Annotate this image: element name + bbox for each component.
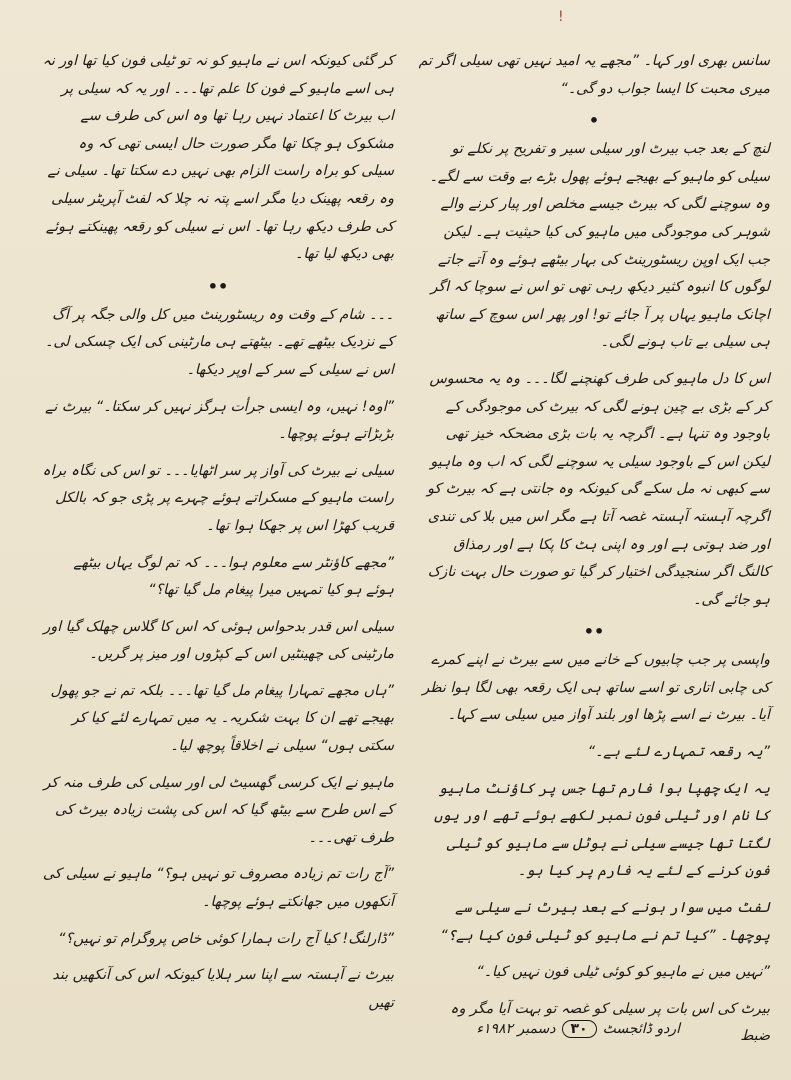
paragraph: ”مجھے کاؤنٹر سے معلوم ہوا۔۔۔ کہ تم لوگ یہاں بیٹھے ہوئے ہو کیا تمہیں میرا پیغام مل گیا تھا؟“ xyxy=(73,554,394,599)
paragraph: کر گئی کیونکہ اس نے ماہیو کو نہ تو ٹیلی فون کیا تھا اور نہ ہی اسے ماہیو کے فون کا علم تھا۔۔۔ اور یہ کہ سیلی پر اب بیرٹ کا اعتماد نہیں رہا تھا وہ اس کی طرف سے مشکوک ہو چکا تھا مگر صورت حال ایسی تھی کہ وہ سیلی کو براہ راست الزام بھی نہیں دے سکتا تھا۔ سیلی نے وہ رقعہ پھینک دیا مگر اسے پتہ نہ چلا کہ لفٹ آپریٹر سیلی کی طرف دیکھ رہا تھا۔ اس نے سیلی کو رقعہ پھینکتے ہوئے بھی دیکھ لیا تھا۔ xyxy=(42,53,394,263)
section-separator: • xyxy=(588,111,600,131)
paragraph: بیرٹ کی اس بات پر سیلی کو غصہ تو بہت آیا مگر وہ ضبط xyxy=(450,1000,770,1045)
paragraph: ”آج رات تم زیادہ مصروف تو نہیں ہو؟“ ماہیو نے سیلی کی آنکھوں میں جھانکتے ہوئے پوچھا۔ xyxy=(42,866,394,911)
paragraph: ”یہ رقعہ تمہارے لئے ہے۔“ xyxy=(587,744,770,761)
paragraph: سانس بھری اور کہا۔ ”مجھے یہ امید نہیں تھی سیلی اگر تم میری محبت کا ایسا جواب دو گی۔“ xyxy=(418,53,770,97)
section-separator: •• xyxy=(583,622,605,642)
page-number: ۳۰ xyxy=(562,1020,597,1038)
paragraph: ”اوہ! نہیں، وہ ایسی جرأت ہرگز نہیں کر سکتا۔“ بیرٹ نے بڑبڑاتے ہوئے پوچھا۔ xyxy=(45,398,394,443)
paragraph: ”ہاں مجھے تمہارا پیغام مل گیا تھا۔۔۔ بلکہ تم نے جو پھول بھیجے تھے ان کا بہت شکریہ۔ یہ میں تمہارے لئے کیا کر سکتی ہوں“ سیلی نے اخلاقاً پوچھ لیا۔ xyxy=(50,682,394,755)
paragraph: سیلی اس قدر بدحواس ہوئی کہ اس کا گلاس چھلک گیا اور مارٹینی کی چھینٹیں اس کے کپڑوں اور میز پر گریں۔ xyxy=(43,618,394,663)
paragraph: لنچ کے بعد جب بیرٹ اور سیلی سیر و تفریح پر نکلے تو سیلی کو ماہیو کے بھیجے ہوئے پھول بڑے بے وقت سے لگے۔ وہ سوچنے لگی کہ بیرٹ جیسے مخلص اور پیار کرنے والے شوہر کی موجودگی میں ماہیو کی کیا حیثیت ہے۔ لیکن جب ایک اوپن ریسٹورینٹ کی بہار بیٹھے ہوئے وہ آتے جاتے لوگوں کا انبوہ کثیر دیکھ رہی تھی تو اس نے سوچا کہ اگر اچانک ماہیو یہاں پر آ جائے تو! اور پھر اس سوچ کے ساتھ ہی سیلی بے تاب ہونے لگی۔ xyxy=(429,141,770,351)
paragraph: واپسی پر جب چابیوں کے خانے میں سے بیرٹ نے اپنے کمرے کی چابی اتاری تو اسے ساتھ ہی ایک رقعہ بھی لگا ہوا نظر آیا۔ بیرٹ نے اسے پڑھا اور بلند آواز میں سیلی سے کہا۔ xyxy=(422,652,770,724)
paragraph: اس کا دل ماہیو کی طرف کھنچنے لگا۔۔۔ وہ یہ محسوس کر کے بڑی بے چین ہونے لگی کہ بیرٹ کی موجودگی کے باوجود وہ تنہا ہے۔ اگرچہ یہ بات بڑی مضحکہ خیز تھی لیکن اس کے باوجود سیلی یہ سوچنے لگی کہ اب وہ ماہیو سے کبھی نہ مل سکے گی کیونکہ وہ جانتی ہے کہ بیرٹ کو اگرچہ آہستہ آہستہ غصہ آتا ہے مگر اس میں بلا کی تندی اور ضد ہوتی ہے اور وہ اپنی ہٹ کا پکا ہے اور رمذاق کالنگ اگر سنجیدگی اختیار کر گیا تو صورت حال بہت نازک ہو جائے گی۔ xyxy=(427,370,770,608)
footer-date: دسمبر ۱۹۸۲ء xyxy=(476,1021,556,1037)
section-separator: •• xyxy=(207,276,229,296)
page-footer xyxy=(300,1014,680,1044)
top-mark: ! xyxy=(558,9,564,25)
paragraph: ”ڈارلنگ! کیا آج رات ہمارا کوئی خاص پروگرام تو نہیں؟“ xyxy=(58,930,394,947)
paragraph: ۔۔۔ شام کے وقت وہ ریسٹورینٹ میں کل والی جگہ پر آگ کے نزدیک بیٹھے تھے۔ بیٹھتے ہی مارٹینی کی ایک چسکی لی۔ اس نے سیلی کے سر کے اوپر دیکھا۔ xyxy=(45,306,394,378)
paragraph: ”نہیں میں نے ماہیو کو کوئی ٹیلی فون نہیں کیا۔“ xyxy=(476,964,770,981)
paragraph: ماہیو نے ایک کرسی گھسیٹ لی اور سیلی کی طرف منہ کر کے اس طرح سے بیٹھ گیا کہ اس کی پشت زیادہ بیرٹ کی طرف تھی۔۔۔ xyxy=(43,774,394,846)
footer-magazine-name: اردو ڈائجسٹ xyxy=(602,1021,680,1037)
paragraph: یہ ایک چھپا ہوا فارم تھا جس پر کاؤنٹ ماہیو کا نام اور ٹیلی فون نمبر لکھے ہوئے تھے اور یوں لگتا تھا جیسے سیلی نے ہوٹل سے ماہیو کو ٹیلی فون کرنے کے لئے یہ فارم پر کیا ہو۔ xyxy=(433,780,770,880)
paragraph: لفٹ میں سوار ہونے کے بعد بیرٹ نے سیلی سے پوچھا۔ ”کیا تم نے ماہیو کو ٹیلی فون کیا ہے؟“ xyxy=(440,900,770,944)
right-column xyxy=(418,48,770,1060)
left-column xyxy=(42,48,394,1026)
paragraph: بیرٹ نے آہستہ سے اپنا سر ہلایا کیونکہ اس کی آنکھیں بند تھیں xyxy=(52,967,394,1011)
paragraph: سیلی نے بیرٹ کی آواز پر سر اٹھایا۔۔۔ تو اس کی نگاہ براہ راست ماہیو کے مسکراتے ہوئے چہرے پر پڑی جو کہ بالکل قریب کھڑا اس پر جھکا ہوا تھا۔ xyxy=(42,462,394,534)
